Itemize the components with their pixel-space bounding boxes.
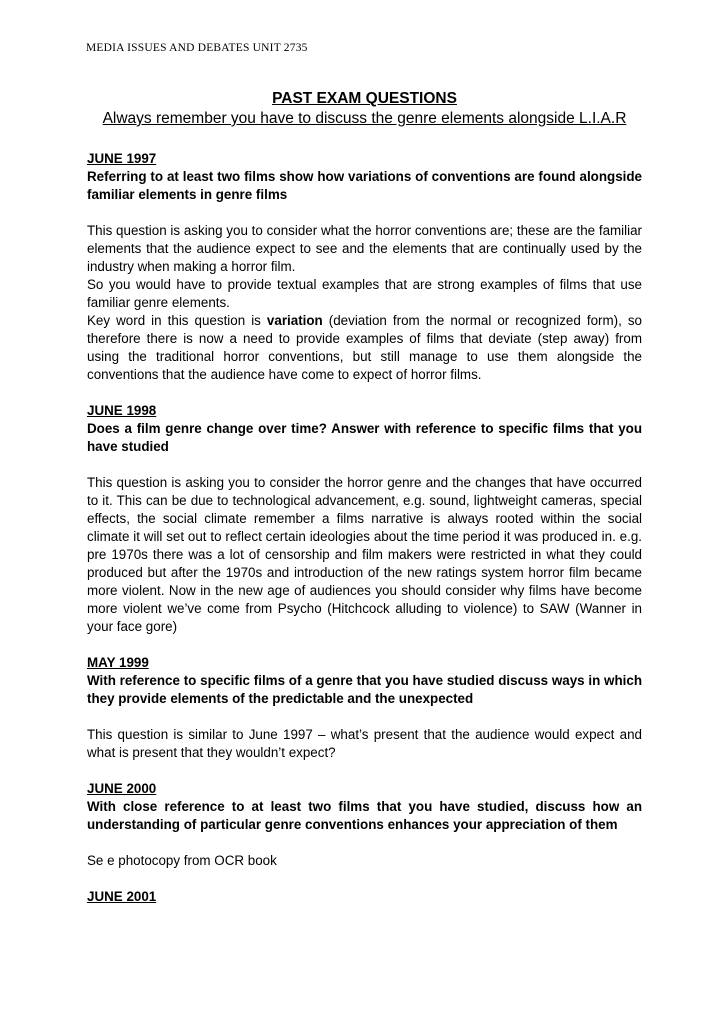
exam-question: With reference to specific films of a genre that you have studied discuss ways in which they provide elements of the predictable and the unexpected: [87, 673, 642, 706]
exam-question: Does a film genre change over time? Answer with reference to specific films that you have studied: [87, 421, 642, 454]
section-date: JUNE 2000: [87, 781, 157, 796]
guidance-paragraph: This question is asking you to consider what the horror conventions are; these are the familiar elements that the audience expect to see and the elements that are continually used by the industry when making a horror film.: [87, 223, 642, 274]
exam-section-june-1998: [87, 402, 642, 636]
exam-section-june-1997: [87, 150, 642, 384]
keyword-intro: Key word in this question is: [87, 313, 267, 328]
document-body: [87, 89, 642, 906]
answer-guidance: This question is asking you to consider the horror genre and the changes that have occurred to it. This can be due to technological advancement, e.g. sound, lightweight cameras, special effects, the social climate remember a films narrative is always rooted within the social climate it will set out to reflect certain ideologies about the time period it was produced in. e.g. pre 1970s there was a lot of censorship and film makers were restricted in what they could produced but after the 1970s and introduction of the new ratings system horror film became more violent. Now in the new age of audiences you should consider why films have become more violent we’ve come from Psycho (Hitchcock alluding to violence) to SAW (Wanner in your face gore): [87, 475, 642, 634]
keyword-explanation: (deviation from the normal or recognized form), so therefore there is now a need to provide examples of films that deviate (step away) from using the traditional horror conventions, but still manage to use them alongside the conventions that the audience have come to expect of horror films.: [87, 313, 642, 382]
exam-question: With close reference to at least two films that you have studied, discuss how an understanding of particular genre conventions enhances your appreciation of them: [87, 799, 642, 832]
exam-section-june-2001: [87, 888, 642, 906]
page-header: MEDIA ISSUES AND DEBATES UNIT 2735: [86, 42, 308, 54]
section-date: JUNE 1997: [87, 151, 157, 166]
answer-guidance: This question is similar to June 1997 – what’s present that the audience would expect and what is present that they wouldn’t expect?: [87, 727, 642, 760]
guidance-paragraph-keyword: [87, 312, 642, 384]
answer-guidance: Se e photocopy from OCR book: [87, 853, 277, 868]
section-date: JUNE 2001: [87, 889, 157, 904]
exam-section-may-1999: [87, 654, 642, 762]
exam-question: Referring to at least two films show how variations of conventions are found alongside familiar elements in genre films: [87, 169, 642, 202]
guidance-paragraph: So you would have to provide textual examples that are strong examples of films that use familiar genre elements.: [87, 277, 642, 310]
page-title: PAST EXAM QUESTIONS: [272, 90, 457, 107]
exam-section-june-2000: [87, 780, 642, 870]
keyword-term: variation: [266, 313, 323, 328]
section-date: MAY 1999: [87, 655, 149, 670]
answer-guidance: [87, 222, 642, 384]
section-date: JUNE 1998: [87, 403, 157, 418]
page-subtitle: Always remember you have to discuss the genre elements alongside L.I.A.R: [102, 110, 627, 127]
